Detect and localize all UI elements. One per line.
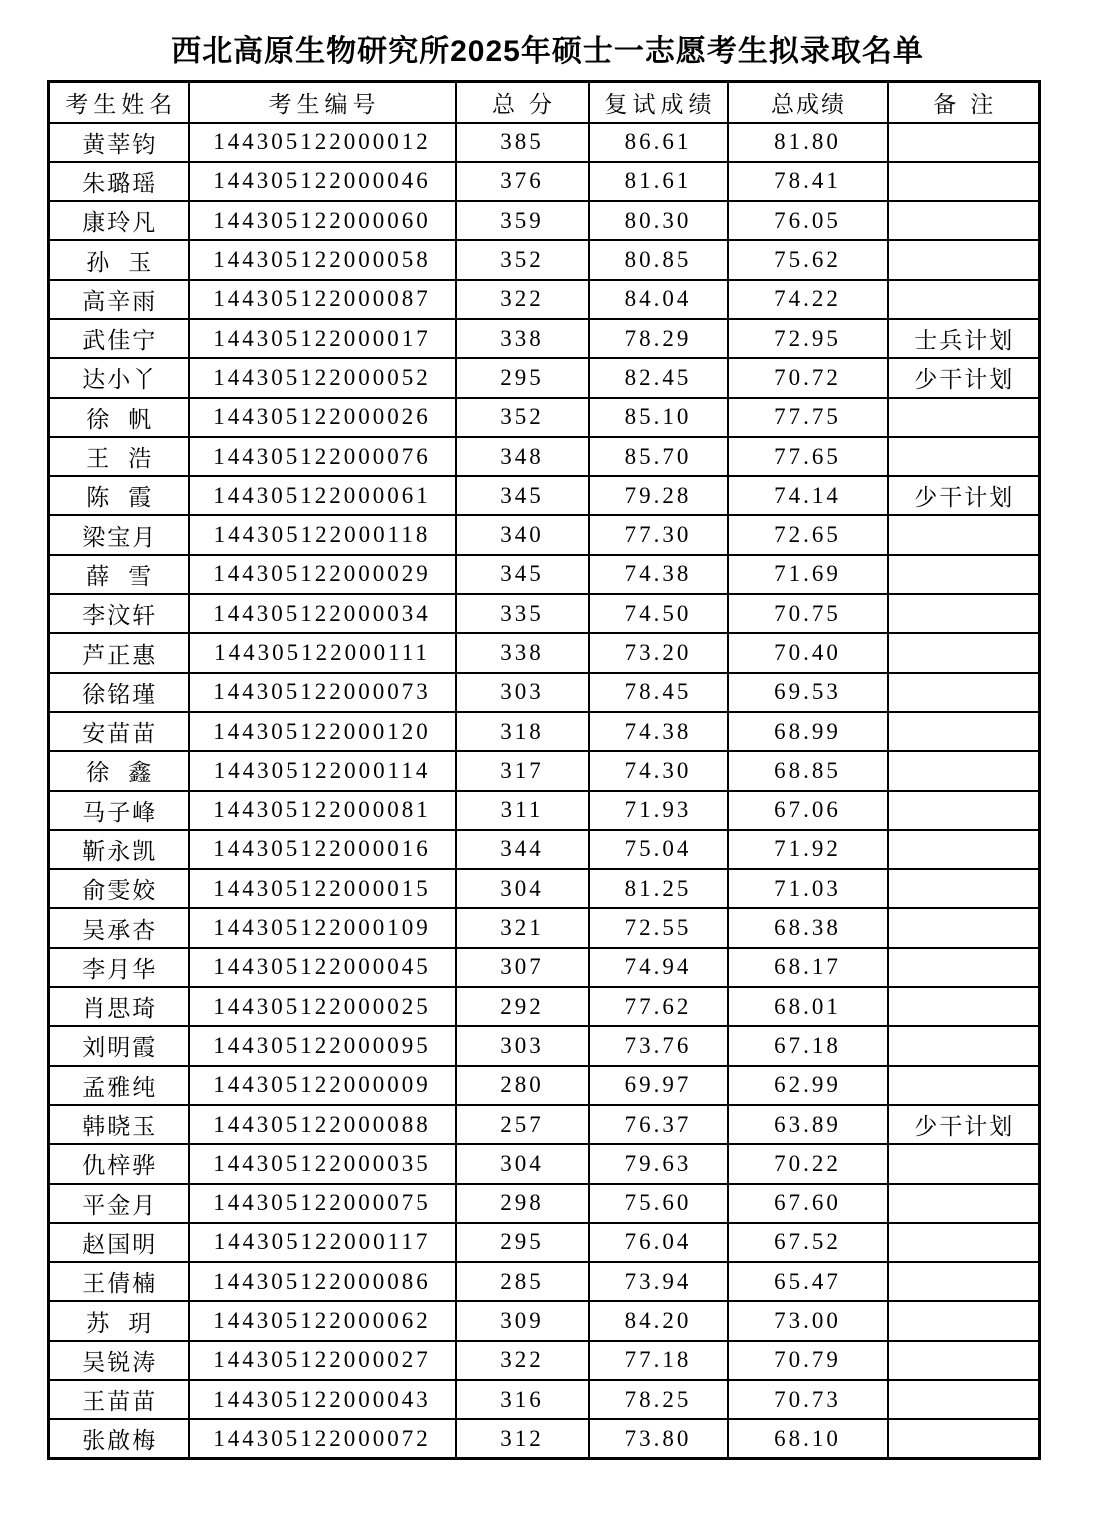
total-score-cell: 303 xyxy=(456,1026,589,1065)
exam-number-cell: 144305122000111 xyxy=(189,633,456,672)
candidate-name-cell: 康玲凡 xyxy=(49,201,189,240)
note-cell xyxy=(888,555,1040,594)
final-score-cell: 70.72 xyxy=(728,358,888,397)
retest-score-cell: 81.61 xyxy=(589,162,728,201)
note-cell xyxy=(888,908,1040,947)
retest-score-cell: 79.63 xyxy=(589,1144,728,1183)
table-header-row xyxy=(49,82,1040,123)
final-score-cell: 70.22 xyxy=(728,1144,888,1183)
retest-score-cell: 84.04 xyxy=(589,280,728,319)
note-cell xyxy=(888,712,1040,751)
table-row xyxy=(49,908,1040,947)
retest-score-cell: 74.50 xyxy=(589,594,728,633)
final-score-cell: 75.62 xyxy=(728,240,888,279)
table-row xyxy=(49,673,1040,712)
table-row xyxy=(49,123,1040,162)
table-row xyxy=(49,476,1040,515)
total-score-cell: 352 xyxy=(456,398,589,437)
exam-number-cell: 144305122000017 xyxy=(189,319,456,358)
candidate-name-cell: 肖思琦 xyxy=(49,987,189,1026)
candidate-name-cell: 仇梓骅 xyxy=(49,1144,189,1183)
note-cell xyxy=(888,673,1040,712)
final-score-cell: 65.47 xyxy=(728,1262,888,1301)
final-score-cell: 68.85 xyxy=(728,751,888,790)
candidate-name-cell: 徐铭瑾 xyxy=(49,673,189,712)
retest-score-cell: 79.28 xyxy=(589,476,728,515)
note-cell xyxy=(888,1184,1040,1223)
retest-score-cell: 73.20 xyxy=(589,633,728,672)
column-header-note: 备注 xyxy=(888,82,1040,123)
total-score-cell: 322 xyxy=(456,1341,589,1380)
exam-number-cell: 144305122000109 xyxy=(189,908,456,947)
note-cell xyxy=(888,398,1040,437)
candidate-name-cell: 靳永凯 xyxy=(49,830,189,869)
note-cell xyxy=(888,987,1040,1026)
total-score-cell: 295 xyxy=(456,1223,589,1262)
table-row xyxy=(49,791,1040,830)
final-score-cell: 63.89 xyxy=(728,1105,888,1144)
note-cell xyxy=(888,1341,1040,1380)
table-row xyxy=(49,1066,1040,1105)
column-header-exam-no: 考生编号 xyxy=(189,82,456,123)
note-cell xyxy=(888,123,1040,162)
exam-number-cell: 144305122000075 xyxy=(189,1184,456,1223)
candidate-name-cell: 孟雅纯 xyxy=(49,1066,189,1105)
note-cell xyxy=(888,633,1040,672)
table-row xyxy=(49,751,1040,790)
final-score-cell: 68.99 xyxy=(728,712,888,751)
candidate-name-cell: 马子峰 xyxy=(49,791,189,830)
candidate-name-cell: 平金月 xyxy=(49,1184,189,1223)
table-row xyxy=(49,1105,1040,1144)
candidate-name-cell: 黄莘钧 xyxy=(49,123,189,162)
candidate-name-cell: 王浩 xyxy=(49,437,189,476)
retest-score-cell: 74.30 xyxy=(589,751,728,790)
candidate-name-cell: 芦正惠 xyxy=(49,633,189,672)
total-score-cell: 340 xyxy=(456,515,589,554)
total-score-cell: 285 xyxy=(456,1262,589,1301)
final-score-cell: 78.41 xyxy=(728,162,888,201)
total-score-cell: 292 xyxy=(456,987,589,1026)
exam-number-cell: 144305122000034 xyxy=(189,594,456,633)
total-score-cell: 344 xyxy=(456,830,589,869)
retest-score-cell: 72.55 xyxy=(589,908,728,947)
exam-number-cell: 144305122000076 xyxy=(189,437,456,476)
note-cell xyxy=(888,830,1040,869)
candidate-name-cell: 苏玥 xyxy=(49,1301,189,1340)
retest-score-cell: 85.70 xyxy=(589,437,728,476)
exam-number-cell: 144305122000027 xyxy=(189,1341,456,1380)
candidate-name-cell: 陈霞 xyxy=(49,476,189,515)
final-score-cell: 71.03 xyxy=(728,869,888,908)
exam-number-cell: 144305122000026 xyxy=(189,398,456,437)
exam-number-cell: 144305122000088 xyxy=(189,1105,456,1144)
final-score-cell: 69.53 xyxy=(728,673,888,712)
note-cell xyxy=(888,1026,1040,1065)
total-score-cell: 322 xyxy=(456,280,589,319)
retest-score-cell: 85.10 xyxy=(589,398,728,437)
total-score-cell: 309 xyxy=(456,1301,589,1340)
exam-number-cell: 144305122000086 xyxy=(189,1262,456,1301)
table-row xyxy=(49,515,1040,554)
table-row xyxy=(49,712,1040,751)
note-cell xyxy=(888,869,1040,908)
final-score-cell: 72.95 xyxy=(728,319,888,358)
exam-number-cell: 144305122000120 xyxy=(189,712,456,751)
exam-number-cell: 144305122000012 xyxy=(189,123,456,162)
table-row xyxy=(49,830,1040,869)
retest-score-cell: 74.38 xyxy=(589,555,728,594)
table-row xyxy=(49,437,1040,476)
exam-number-cell: 144305122000114 xyxy=(189,751,456,790)
retest-score-cell: 78.29 xyxy=(589,319,728,358)
retest-score-cell: 75.04 xyxy=(589,830,728,869)
retest-score-cell: 82.45 xyxy=(589,358,728,397)
exam-number-cell: 144305122000118 xyxy=(189,515,456,554)
total-score-cell: 385 xyxy=(456,123,589,162)
exam-number-cell: 144305122000046 xyxy=(189,162,456,201)
note-cell xyxy=(888,1380,1040,1419)
candidate-name-cell: 李月华 xyxy=(49,948,189,987)
candidate-name-cell: 赵国明 xyxy=(49,1223,189,1262)
retest-score-cell: 73.80 xyxy=(589,1419,728,1458)
final-score-cell: 67.52 xyxy=(728,1223,888,1262)
candidate-name-cell: 韩晓玉 xyxy=(49,1105,189,1144)
note-cell xyxy=(888,201,1040,240)
note-cell xyxy=(888,948,1040,987)
retest-score-cell: 80.30 xyxy=(589,201,728,240)
note-cell: 少干计划 xyxy=(888,1105,1040,1144)
table-row xyxy=(49,1380,1040,1419)
final-score-cell: 74.14 xyxy=(728,476,888,515)
total-score-cell: 338 xyxy=(456,633,589,672)
table-row xyxy=(49,869,1040,908)
exam-number-cell: 144305122000043 xyxy=(189,1380,456,1419)
retest-score-cell: 78.45 xyxy=(589,673,728,712)
note-cell xyxy=(888,240,1040,279)
table-row xyxy=(49,1026,1040,1065)
total-score-cell: 312 xyxy=(456,1419,589,1458)
table-header xyxy=(49,82,1040,123)
candidate-name-cell: 安苗苗 xyxy=(49,712,189,751)
note-cell: 少干计划 xyxy=(888,358,1040,397)
exam-number-cell: 144305122000061 xyxy=(189,476,456,515)
exam-number-cell: 144305122000095 xyxy=(189,1026,456,1065)
final-score-cell: 74.22 xyxy=(728,280,888,319)
candidate-name-cell: 王苗苗 xyxy=(49,1380,189,1419)
note-cell xyxy=(888,515,1040,554)
table-body xyxy=(49,123,1040,1459)
note-cell xyxy=(888,162,1040,201)
candidate-name-cell: 梁宝月 xyxy=(49,515,189,554)
exam-number-cell: 144305122000072 xyxy=(189,1419,456,1458)
final-score-cell: 77.65 xyxy=(728,437,888,476)
candidate-name-cell: 徐帆 xyxy=(49,398,189,437)
candidate-name-cell: 达小丫 xyxy=(49,358,189,397)
table-row xyxy=(49,201,1040,240)
table-row xyxy=(49,319,1040,358)
retest-score-cell: 84.20 xyxy=(589,1301,728,1340)
exam-number-cell: 144305122000035 xyxy=(189,1144,456,1183)
total-score-cell: 348 xyxy=(456,437,589,476)
final-score-cell: 72.65 xyxy=(728,515,888,554)
table-row xyxy=(49,1144,1040,1183)
table-row xyxy=(49,1184,1040,1223)
note-cell xyxy=(888,280,1040,319)
exam-number-cell: 144305122000015 xyxy=(189,869,456,908)
retest-score-cell: 76.37 xyxy=(589,1105,728,1144)
table-row xyxy=(49,594,1040,633)
table-row xyxy=(49,162,1040,201)
retest-score-cell: 77.18 xyxy=(589,1341,728,1380)
candidate-name-cell: 高辛雨 xyxy=(49,280,189,319)
candidate-name-cell: 徐鑫 xyxy=(49,751,189,790)
retest-score-cell: 78.25 xyxy=(589,1380,728,1419)
note-cell: 少干计划 xyxy=(888,476,1040,515)
final-score-cell: 68.17 xyxy=(728,948,888,987)
total-score-cell: 345 xyxy=(456,555,589,594)
candidate-name-cell: 孙玉 xyxy=(49,240,189,279)
exam-number-cell: 144305122000045 xyxy=(189,948,456,987)
total-score-cell: 304 xyxy=(456,1144,589,1183)
page-title: 西北高原生物研究所2025年硕士一志愿考生拟录取名单 xyxy=(171,35,924,68)
exam-number-cell: 144305122000058 xyxy=(189,240,456,279)
total-score-cell: 257 xyxy=(456,1105,589,1144)
note-cell xyxy=(888,751,1040,790)
final-score-cell: 81.80 xyxy=(728,123,888,162)
column-header-name: 考生姓名 xyxy=(49,82,189,123)
table-row xyxy=(49,398,1040,437)
column-header-retest-score: 复试成绩 xyxy=(589,82,728,123)
total-score-cell: 304 xyxy=(456,869,589,908)
retest-score-cell: 75.60 xyxy=(589,1184,728,1223)
final-score-cell: 70.73 xyxy=(728,1380,888,1419)
total-score-cell: 298 xyxy=(456,1184,589,1223)
total-score-cell: 335 xyxy=(456,594,589,633)
exam-number-cell: 144305122000016 xyxy=(189,830,456,869)
total-score-cell: 321 xyxy=(456,908,589,947)
candidate-name-cell: 王倩楠 xyxy=(49,1262,189,1301)
retest-score-cell: 86.61 xyxy=(589,123,728,162)
candidate-name-cell: 吴承杏 xyxy=(49,908,189,947)
exam-number-cell: 144305122000009 xyxy=(189,1066,456,1105)
final-score-cell: 70.40 xyxy=(728,633,888,672)
table-row xyxy=(49,555,1040,594)
final-score-cell: 77.75 xyxy=(728,398,888,437)
note-cell xyxy=(888,791,1040,830)
final-score-cell: 67.60 xyxy=(728,1184,888,1223)
candidate-name-cell: 武佳宁 xyxy=(49,319,189,358)
note-cell: 士兵计划 xyxy=(888,319,1040,358)
table-row xyxy=(49,1223,1040,1262)
retest-score-cell: 74.38 xyxy=(589,712,728,751)
total-score-cell: 295 xyxy=(456,358,589,397)
retest-score-cell: 77.30 xyxy=(589,515,728,554)
table-row xyxy=(49,1419,1040,1458)
exam-number-cell: 144305122000081 xyxy=(189,791,456,830)
final-score-cell: 73.00 xyxy=(728,1301,888,1340)
note-cell xyxy=(888,1301,1040,1340)
candidate-name-cell: 吴锐涛 xyxy=(49,1341,189,1380)
retest-score-cell: 74.94 xyxy=(589,948,728,987)
total-score-cell: 307 xyxy=(456,948,589,987)
final-score-cell: 68.38 xyxy=(728,908,888,947)
note-cell xyxy=(888,1144,1040,1183)
final-score-cell: 70.75 xyxy=(728,594,888,633)
table-row xyxy=(49,280,1040,319)
total-score-cell: 316 xyxy=(456,1380,589,1419)
final-score-cell: 68.01 xyxy=(728,987,888,1026)
retest-score-cell: 81.25 xyxy=(589,869,728,908)
total-score-cell: 359 xyxy=(456,201,589,240)
table-row xyxy=(49,358,1040,397)
exam-number-cell: 144305122000117 xyxy=(189,1223,456,1262)
note-cell xyxy=(888,1419,1040,1458)
exam-number-cell: 144305122000025 xyxy=(189,987,456,1026)
note-cell xyxy=(888,1066,1040,1105)
candidate-name-cell: 李汶轩 xyxy=(49,594,189,633)
total-score-cell: 345 xyxy=(456,476,589,515)
retest-score-cell: 80.85 xyxy=(589,240,728,279)
table-row xyxy=(49,987,1040,1026)
table-row xyxy=(49,240,1040,279)
total-score-cell: 338 xyxy=(456,319,589,358)
exam-number-cell: 144305122000062 xyxy=(189,1301,456,1340)
total-score-cell: 311 xyxy=(456,791,589,830)
retest-score-cell: 71.93 xyxy=(589,791,728,830)
total-score-cell: 376 xyxy=(456,162,589,201)
candidate-name-cell: 朱璐瑶 xyxy=(49,162,189,201)
retest-score-cell: 76.04 xyxy=(589,1223,728,1262)
exam-number-cell: 144305122000087 xyxy=(189,280,456,319)
final-score-cell: 71.92 xyxy=(728,830,888,869)
column-header-final-score: 总成绩 xyxy=(728,82,888,123)
admission-table xyxy=(47,80,1041,1460)
table-row xyxy=(49,633,1040,672)
note-cell xyxy=(888,1262,1040,1301)
candidate-name-cell: 俞雯姣 xyxy=(49,869,189,908)
total-score-cell: 318 xyxy=(456,712,589,751)
candidate-name-cell: 刘明霞 xyxy=(49,1026,189,1065)
final-score-cell: 76.05 xyxy=(728,201,888,240)
table-row xyxy=(49,948,1040,987)
retest-score-cell: 77.62 xyxy=(589,987,728,1026)
note-cell xyxy=(888,594,1040,633)
retest-score-cell: 69.97 xyxy=(589,1066,728,1105)
table-row xyxy=(49,1341,1040,1380)
final-score-cell: 71.69 xyxy=(728,555,888,594)
final-score-cell: 67.06 xyxy=(728,791,888,830)
final-score-cell: 68.10 xyxy=(728,1419,888,1458)
exam-number-cell: 144305122000073 xyxy=(189,673,456,712)
column-header-total-score: 总分 xyxy=(456,82,589,123)
candidate-name-cell: 张啟梅 xyxy=(49,1419,189,1458)
note-cell xyxy=(888,437,1040,476)
candidate-name-cell: 薛雪 xyxy=(49,555,189,594)
table-row xyxy=(49,1301,1040,1340)
total-score-cell: 317 xyxy=(456,751,589,790)
total-score-cell: 280 xyxy=(456,1066,589,1105)
total-score-cell: 352 xyxy=(456,240,589,279)
final-score-cell: 67.18 xyxy=(728,1026,888,1065)
final-score-cell: 70.79 xyxy=(728,1341,888,1380)
exam-number-cell: 144305122000029 xyxy=(189,555,456,594)
note-cell xyxy=(888,1223,1040,1262)
total-score-cell: 303 xyxy=(456,673,589,712)
retest-score-cell: 73.76 xyxy=(589,1026,728,1065)
exam-number-cell: 144305122000052 xyxy=(189,358,456,397)
retest-score-cell: 73.94 xyxy=(589,1262,728,1301)
table-row xyxy=(49,1262,1040,1301)
final-score-cell: 62.99 xyxy=(728,1066,888,1105)
exam-number-cell: 144305122000060 xyxy=(189,201,456,240)
